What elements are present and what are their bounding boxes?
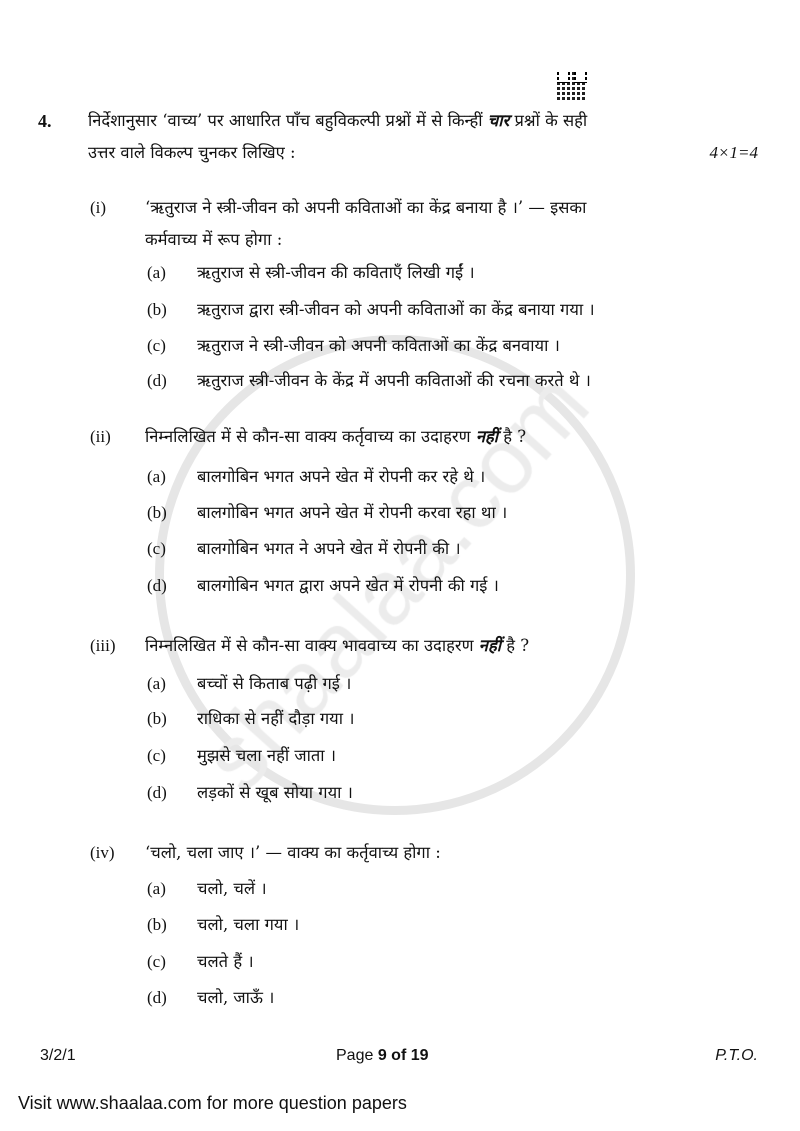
page-number (336, 1047, 429, 1065)
emphasis: नहीं (478, 636, 501, 655)
marks: 4×1=4 (709, 143, 758, 162)
text: of (386, 1047, 411, 1064)
option-text: चलो, चलें । (197, 879, 267, 898)
option-label: (a) (147, 263, 166, 282)
sub-question-text: ‘चलो, चला जाए ।’ — वाक्य का कर्तृवाच्य होगा : (145, 843, 441, 862)
option-text: ऋतुराज द्वारा स्त्री-जीवन को अपनी कविताओं का केंद्र बनाया गया । (197, 300, 595, 319)
qr-code (557, 70, 587, 100)
option-text: लड़कों से खूब सोया गया । (197, 783, 353, 802)
option-label: (a) (147, 674, 166, 693)
option-text: बालगोबिन भगत द्वारा अपने खेत में रोपनी की गई । (197, 576, 499, 595)
text: है ? (498, 427, 527, 446)
option-text: चलो, चला गया । (197, 915, 300, 934)
option-label: (c) (147, 336, 166, 355)
sub-question-label: (i) (90, 198, 107, 217)
option-text: राधिका से नहीं दौड़ा गया । (197, 709, 355, 728)
option-label: (b) (147, 300, 167, 319)
option-text: ऋतुराज ने स्त्री-जीवन को अपनी कविताओं का केंद्र बनवाया । (197, 336, 560, 355)
option-text: बच्चों से किताब पढ़ी गई । (197, 674, 352, 693)
pto: P.T.O. (715, 1047, 758, 1064)
option-label: (b) (147, 915, 167, 934)
emphasis: चार (487, 111, 510, 130)
emphasis: नहीं (475, 427, 499, 446)
text: निर्देशानुसार ‘वाच्य’ पर आधारित पाँच बहुविकल्पी प्रश्नों में से किन्हीं (88, 111, 488, 130)
option-label: (a) (147, 879, 166, 898)
sub-question-text: ‘ऋतुराज ने स्त्री-जीवन को अपनी कविताओं का केंद्र बनाया है ।’ — इसका (145, 198, 587, 217)
text: है ? (500, 636, 530, 655)
visit-banner: Visit www.shaalaa.com for more question papers (18, 1093, 407, 1113)
sub-question-text: कर्मवाच्य में रूप होगा : (145, 230, 283, 249)
option-text: मुझसे चला नहीं जाता । (197, 746, 337, 765)
option-text: बालगोबिन भगत अपने खेत में रोपनी करवा रहा था । (197, 503, 508, 522)
option-text: चलो, जाऊँ । (197, 988, 275, 1007)
option-label: (b) (147, 709, 167, 728)
sub-question-label: (iii) (90, 636, 116, 655)
option-text: बालगोबिन भगत अपने खेत में रोपनी कर रहे थे । (197, 467, 486, 486)
sub-question-text (145, 635, 529, 657)
option-label: (c) (147, 539, 166, 558)
total-pages: 19 (410, 1047, 429, 1064)
current-page: 9 (377, 1047, 387, 1064)
text: निम्नलिखित में से कौन-सा वाक्य कर्तृवाच्य का उदाहरण (145, 427, 476, 446)
option-text: ऋतुराज स्त्री-जीवन के केंद्र में अपनी कविताओं की रचना करते थे । (197, 371, 591, 390)
option-label: (d) (147, 576, 167, 595)
question-line-2: उत्तर वाले विकल्प चुनकर लिखिए : (88, 143, 296, 162)
text: प्रश्नों के सही (509, 111, 588, 130)
option-label: (a) (147, 467, 166, 486)
question-number: 4. (38, 111, 52, 131)
sub-question-label: (ii) (90, 427, 111, 446)
option-text: ऋतुराज से स्त्री-जीवन की कविताएँ लिखी गईं । (197, 263, 475, 282)
option-label: (d) (147, 783, 167, 802)
option-label: (b) (147, 503, 167, 522)
sub-question-text (145, 426, 526, 448)
option-label: (d) (147, 988, 167, 1007)
sub-question-label: (iv) (90, 843, 115, 862)
option-label: (c) (147, 952, 166, 971)
question-line-1 (88, 110, 587, 132)
paper-code: 3/2/1 (40, 1047, 76, 1064)
text: निम्नलिखित में से कौन-सा वाक्य भाववाच्य का उदाहरण (145, 636, 479, 655)
text: Page (336, 1047, 378, 1064)
option-text: चलते हैं । (197, 952, 254, 971)
option-label: (d) (147, 371, 167, 390)
option-text: बालगोबिन भगत ने अपने खेत में रोपनी की । (197, 539, 461, 558)
option-label: (c) (147, 746, 166, 765)
